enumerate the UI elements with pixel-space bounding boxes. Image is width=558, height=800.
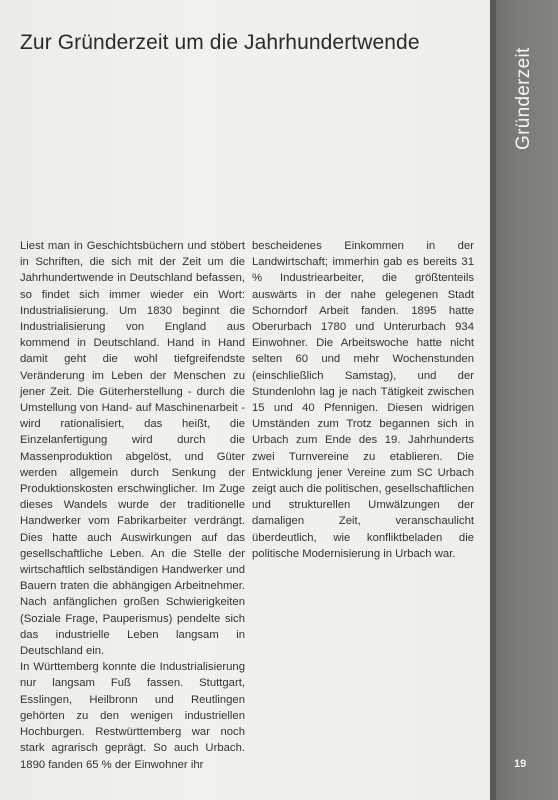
right-column xyxy=(252,238,474,562)
page-number: 19 xyxy=(514,758,527,770)
paragraph: bescheidenes Einkommen in der Landwirtschaft; immerhin gab es bereits 31 % Industriearbeiter, die größtenteils auswärts in der nahe gelegenen Stadt Schorndorf Arbeit fanden. 1895 hatte Oberurbach 1780 und Unterurbach 934 Einwohner. Die Arbeitswoche hatte nicht selten 60 und mehr Wochenstunden (einschließlich Samstag), und der Stundenlohn lag je nach Tätigkeit zwischen 15 und 40 Pfennigen. Diesen widrigen Umständen zum Trotz begannen sich in Urbach zum Ende des 19. Jahrhunderts zwei Turnvereine zu etablieren. Die Entwicklung jener Vereine zum SC Urbach zeigt auch die politischen, gesellschaftlichen und strukturellen Umwälzungen der damaligen Zeit, veranschaulicht überdeutlich, wie konfliktbeladen die politische Modernisierung in Urbach war. xyxy=(252,240,474,560)
section-label: Gründerzeit xyxy=(513,47,534,150)
page-title: Zur Gründerzeit um die Jahrhundertwende xyxy=(20,31,420,54)
paragraph: In Württemberg konnte die Industrialisierung nur langsam Fuß fassen. Stuttgart, Esslingen, Heilbronn und Reutlingen gehörten zu den wenigen industriellen Hochburgen. Restwürttemberg war noch stark agrarisch geprägt. So auch Urbach. 1890 fanden 65 % der Einwohner ihr xyxy=(20,661,245,771)
left-column xyxy=(20,238,245,773)
paragraph: Liest man in Geschichtsbüchern und stöbert in Schriften, die sich mit der Zeit um die Jahrhundertwende in Deutschland befassen, so findet sich immer wieder ein Wort: Industrialisierung. Um 1830 beginnt die Industrialisierung von England aus kommend in Deutschland. Hand in Hand damit geht die wohl tiefgreifendste Veränderung im Leben der Menschen zu jener Zeit. Die Güterherstellung - durch die Umstellung von Hand- auf Maschinenarbeit - wird rationalisiert, das heißt, die Einzelanfertigung wird durch die Massenproduktion abgelöst, und Güter werden allgemein durch Senkung der Produktionskosten erschwinglicher. Im Zuge dieses Wandels wurde der traditionelle Handwerker vom Fabrikarbeiter verdrängt. Dies hatte auch Auswirkungen auf das gesellschaftliche Leben. An die Stelle der wirtschaftlich selbständigen Handwerker und Bauern traten die abhängigen Arbeitnehmer. Nach anfänglichen großen Schwierigkeiten (Soziale Frage, Pauperismus) pendelte sich das industrielle Leben langsam in Deutschland ein. xyxy=(20,240,245,658)
sidebar-edge xyxy=(490,0,496,800)
